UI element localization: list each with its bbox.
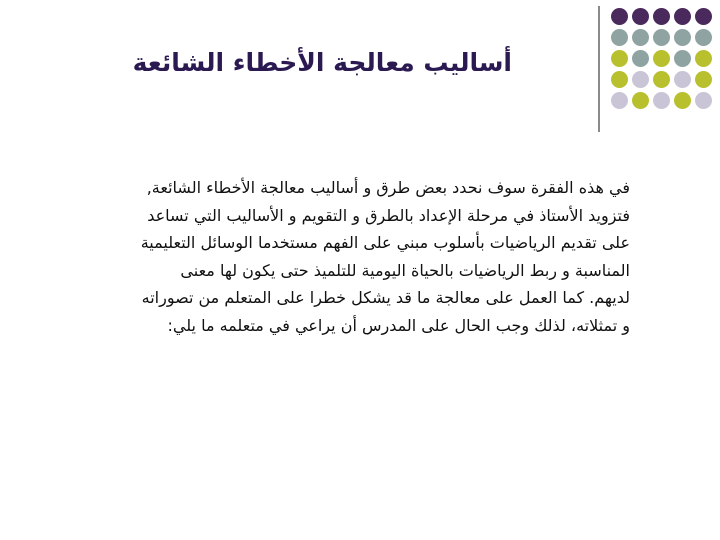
- title-divider-line: [598, 6, 600, 132]
- decorative-dot: [674, 50, 691, 67]
- decorative-dot: [653, 29, 670, 46]
- decorative-dot: [632, 50, 649, 67]
- decorative-dot: [653, 8, 670, 25]
- body-line: لديهم. كما العمل على معالجة ما قد يشكل خطرا على المتعلم من تصوراته: [141, 288, 630, 307]
- decorative-dot: [653, 50, 670, 67]
- decorative-dot: [674, 8, 691, 25]
- body-line: المناسبة و ربط الرياضيات بالحياة اليومية للتلميذ حتى يكون لها معنى: [180, 260, 630, 280]
- decorative-dot: [632, 71, 649, 88]
- slide-body-text: [58, 174, 630, 339]
- decorative-dot: [611, 92, 628, 109]
- decorative-dot: [611, 71, 628, 88]
- decorative-dot: [695, 50, 712, 67]
- decorative-dot: [695, 29, 712, 46]
- decorative-dot: [695, 8, 712, 25]
- decorative-dot: [632, 92, 649, 109]
- decorative-dot: [674, 29, 691, 46]
- body-line: على تقديم الرياضيات بأسلوب مبني على الفهم مستخدما الوسائل التعليمية: [140, 233, 630, 252]
- decorative-dot: [632, 8, 649, 25]
- slide-title: أساليب معالجة الأخطاء الشائعة: [132, 48, 512, 77]
- decorative-dot: [674, 92, 691, 109]
- decorative-dot: [653, 92, 670, 109]
- body-line: و تمثلاته، لذلك وجب الحال على المدرس أن يراعي في متعلمه ما يلي:: [167, 315, 630, 335]
- decorative-dot: [611, 50, 628, 67]
- decorative-dot: [611, 8, 628, 25]
- decorative-dot: [695, 71, 712, 88]
- decorative-dot-grid: [611, 8, 711, 133]
- decorative-dot: [632, 29, 649, 46]
- body-line: فتزويد الأستاذ في مرحلة الإعداد بالطرق و التقويم و الأساليب التي تساعد: [147, 205, 630, 225]
- decorative-dot: [695, 92, 712, 109]
- decorative-dot: [653, 71, 670, 88]
- decorative-dot: [611, 29, 628, 46]
- body-line: في هذه الفقرة سوف نحدد بعض طرق و أساليب معالجة الأخطاء الشائعة,: [146, 178, 630, 197]
- decorative-dot: [674, 71, 691, 88]
